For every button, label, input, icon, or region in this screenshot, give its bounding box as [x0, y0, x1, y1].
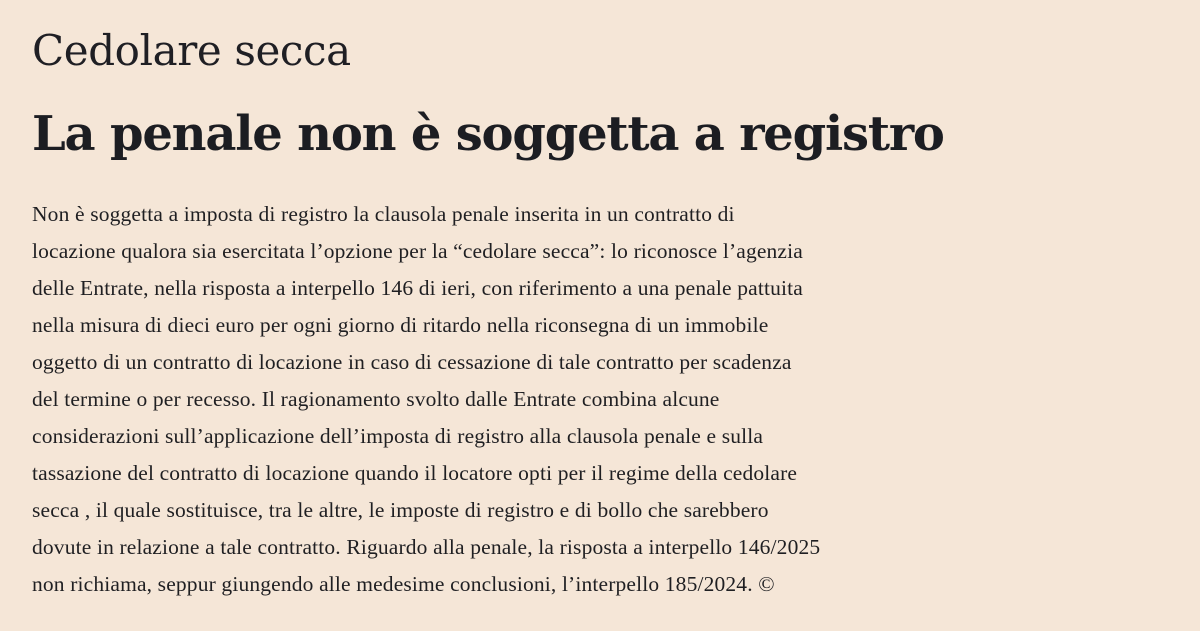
body-line: non richiama, seppur giungendo alle medesime conclusioni, l’interpello 185/2024. ©: [32, 572, 775, 596]
body-line: secca , il quale sostituisce, tra le altre, le imposte di registro e di bollo che sarebbero: [32, 498, 769, 522]
body-line: delle Entrate, nella risposta a interpello 146 di ieri, con riferimento a una penale pattuita: [32, 276, 803, 300]
body-line: nella misura di dieci euro per ogni giorno di ritardo nella riconsegna di un immobile: [32, 313, 769, 337]
body-line: oggetto di un contratto di locazione in caso di cessazione di tale contratto per scadenza: [32, 350, 792, 374]
body-line: Non è soggetta a imposta di registro la clausola penale inserita in un contratto di: [32, 202, 735, 226]
body-line: dovute in relazione a tale contratto. Riguardo alla penale, la risposta a interpello 146/2025: [32, 535, 821, 559]
article-headline: La penale non è soggetta a registro: [32, 106, 944, 162]
body-line: locazione qualora sia esercitata l’opzione per la “cedolare secca”: lo riconosce l’agenzia: [32, 239, 803, 263]
article-kicker: Cedolare secca: [32, 26, 351, 75]
body-line: considerazioni sull’applicazione dell’imposta di registro alla clausola penale e sulla: [32, 424, 764, 448]
body-line: tassazione del contratto di locazione quando il locatore opti per il regime della cedolare: [32, 461, 798, 485]
body-line: del termine o per recesso. Il ragionamento svolto dalle Entrate combina alcune: [32, 387, 720, 411]
article-body: [32, 196, 977, 603]
